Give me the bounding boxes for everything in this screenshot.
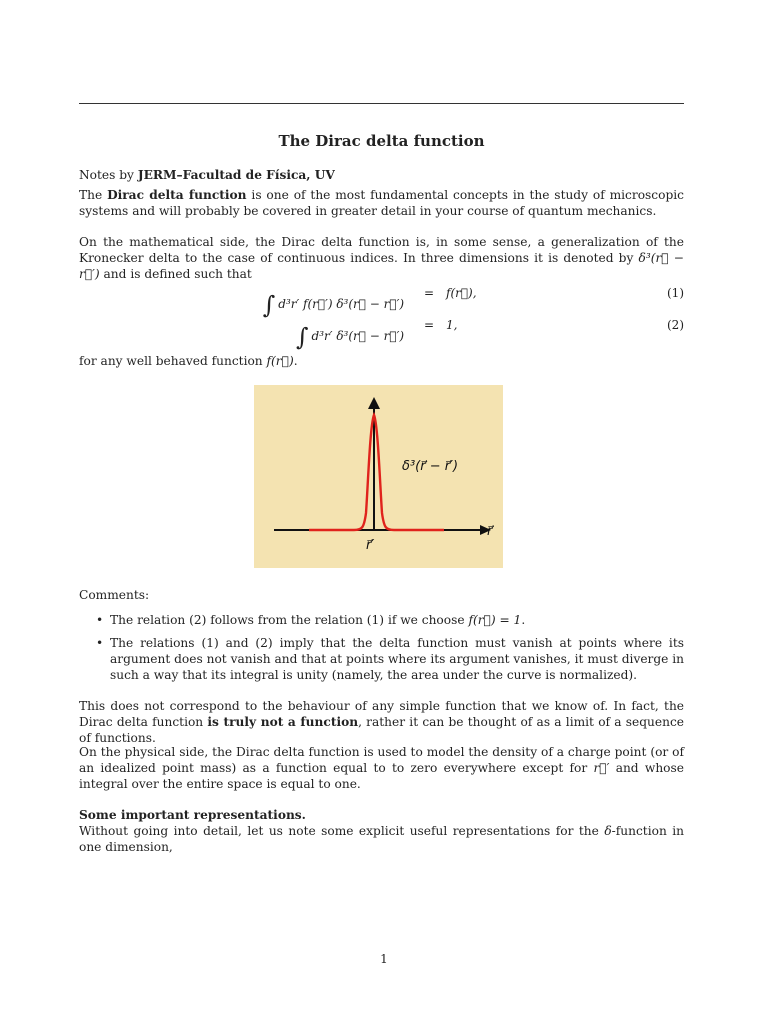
list-item	[79, 612, 684, 628]
integral-sign: ∫	[296, 323, 309, 351]
list-item	[79, 635, 684, 683]
bullet-icon: •	[96, 613, 104, 627]
equation-2-rhs: 1,	[446, 318, 458, 332]
representations-paragraph	[79, 823, 684, 855]
equation-2-rel: =	[424, 318, 435, 332]
representations-text-a: Without going into detail, let us note some explicit useful representations for the	[79, 824, 605, 838]
equation-1-integrand: d³r′ f(r⃗′) δ³(r⃗ − r⃗′)	[278, 297, 404, 311]
comments-label: Comments:	[79, 588, 150, 602]
equation-2	[79, 314, 684, 351]
position-label: r⃗′	[366, 538, 375, 553]
delta-function-plot	[254, 385, 503, 568]
equation-1-number: (1)	[667, 286, 684, 300]
not-function-text-b: , rather it can be thought of as a limit of a sequence of functions.	[79, 715, 684, 746]
section-subheading: Some important representations.	[79, 808, 306, 822]
notes-prefix: Notes by	[79, 168, 138, 182]
spike-arrowhead	[368, 397, 380, 409]
math-definition-paragraph	[79, 234, 684, 283]
axis-label: r⃗	[487, 524, 493, 539]
equation-1-rhs: f(r⃗),	[446, 286, 477, 300]
function-notation: f(r⃗)	[266, 354, 294, 368]
delta-symbol: δ	[604, 824, 612, 838]
equation-2-number: (2)	[667, 318, 684, 332]
definition-text-b: and is defined such that	[99, 267, 252, 282]
not-function-bold: is truly not a function	[207, 715, 359, 730]
page-title: The Dirac delta function	[278, 132, 485, 150]
definition-text-a: On the mathematical side, the Dirac delta function is, in some sense, a generalization of the Kronecker delta to the case of continuous indices. In three dimensions it is denoted by	[79, 235, 684, 266]
intro-text-a: The	[79, 188, 108, 202]
top-rule	[79, 103, 684, 104]
representations-text-b: -function in one dimension,	[79, 824, 684, 855]
well-behaved-period: .	[293, 354, 298, 368]
well-behaved-line	[79, 353, 684, 369]
comments-list	[79, 612, 684, 690]
integral-sign: ∫	[262, 291, 276, 319]
bullet-text: The relations (1) and (2) imply that the delta function must vanish at points where its argument does not vanish and that at points where its argument vanishes, it must diverge in such a way that its integral is unity (namely, the area under the curve is normalized).	[110, 636, 685, 682]
not-a-function-paragraph	[79, 698, 684, 747]
bullet-text-end: .	[521, 613, 526, 627]
equation-2-integrand: d³r′ δ³(r⃗ − r⃗′)	[311, 329, 404, 343]
bullet-text: The relation (2) follows from the relation (1) if we choose	[110, 613, 469, 627]
notes-author: JERM–Facultad de Física, UV	[137, 168, 335, 182]
intro-text-b: is one of the most fundamental concepts in the study of microscopic systems and will probably be covered in greater detail in your course of quantum mechanics.	[79, 188, 684, 219]
page-number: 1	[380, 952, 388, 966]
physical-side-paragraph	[79, 744, 684, 793]
intro-bold-term: Dirac delta function	[107, 188, 247, 202]
not-function-text-a: This does not correspond to the behaviour of any simple function that we know of. In fact, the Dirac delta function	[79, 699, 684, 730]
equation-1	[79, 282, 684, 319]
well-behaved-text: for any well behaved function	[79, 354, 267, 368]
peak-label: δ³(r⃗ − r⃗′)	[402, 459, 459, 474]
notes-line	[79, 167, 684, 183]
equation-1-rel: =	[424, 286, 435, 300]
delta-function-figure	[254, 385, 503, 568]
physical-text-a: On the physical side, the Dirac delta function is used to model the density of a charge point (or of an idealized point mass) as a function equal to to zero everywhere except for	[79, 745, 684, 776]
bullet-math: f(r⃗) = 1	[468, 613, 522, 627]
intro-paragraph	[79, 187, 684, 219]
physical-math: r⃗′	[593, 761, 610, 776]
delta-notation: δ³(r⃗ − r⃗′)	[79, 251, 684, 282]
equation-2-lhs	[296, 318, 404, 351]
equation-1-lhs	[262, 286, 404, 319]
bullet-icon: •	[96, 636, 104, 650]
physical-text-b: and whose integral over the entire space is equal to one.	[79, 761, 684, 792]
